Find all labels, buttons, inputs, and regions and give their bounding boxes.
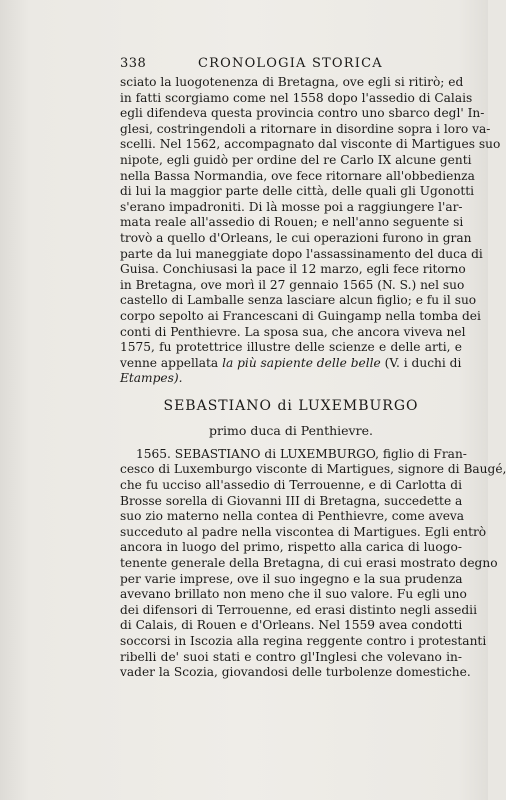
paragraph-2 bbox=[120, 446, 506, 681]
paragraph-1 bbox=[120, 75, 501, 387]
text-line: 1565. SEBASTIANO di LUXEMBURGO, figlio di Fran- bbox=[136, 446, 467, 461]
text-line: succeduto al padre nella viscontea di Martigues. Egli entrò bbox=[120, 524, 487, 539]
text-line: conti di Penthievre. La sposa sua, che ancora viveva nel bbox=[120, 324, 466, 339]
spacer bbox=[120, 439, 462, 447]
section-subtitle: primo duca di Penthievre. bbox=[209, 422, 373, 438]
text-line: corpo sepolto ai Francescani di Guingamp nella tomba dei bbox=[120, 308, 481, 323]
text-line: di lui la maggior parte delle città, delle quali gli Ugonotti bbox=[120, 184, 475, 199]
text-run: venne appellata bbox=[120, 355, 223, 370]
text-line: scelli. Nel 1562, accompagnato dal visconte di Martigues suo bbox=[120, 137, 501, 152]
section-title: SEBASTIANO di LUXEMBURGO bbox=[163, 397, 419, 414]
italic-phrase: la più sapiente delle belle bbox=[222, 355, 381, 370]
page-header bbox=[120, 56, 470, 72]
text-line: s'erano impadroniti. Di là mosse poi a raggiungere l'ar- bbox=[120, 199, 463, 214]
text-line: parte da lui maneggiate dopo l'assassinamento del duca di bbox=[120, 246, 483, 261]
page-number: 338 bbox=[120, 56, 147, 71]
page-body bbox=[120, 75, 506, 681]
text-line: castello di Lamballe senza lasciare alcun figlio; e fu il suo bbox=[120, 293, 477, 308]
text-line-italic bbox=[120, 371, 462, 387]
text-line: mata reale all'assedio di Rouen; e nell'anno seguente si bbox=[120, 215, 464, 230]
text-line: cesco di Luxemburgo visconte di Martigues, signore di Baugé, bbox=[120, 462, 506, 477]
text-line: che fu ucciso all'assedio di Terrouenne, e di Carlotta di bbox=[120, 478, 462, 493]
text-line: tenente generale della Bretagna, di cui erasi mostrato degno bbox=[120, 556, 498, 571]
text-line: in fatti scorgiamo come nel 1558 dopo l'assedio di Calais bbox=[120, 90, 473, 105]
text-line: suo zio materno nella contea di Penthievre, come aveva bbox=[120, 509, 465, 524]
text-line: vader la Scozia, giovandosi delle turbolenze domestiche. bbox=[120, 665, 471, 680]
text-line: soccorsi in Iscozia alla regina reggente contro i protestanti bbox=[120, 634, 487, 648]
running-head: CRONOLOGIA STORICA bbox=[198, 56, 383, 71]
text-line: 1575, fu protettrice illustre delle scienze e delle arti, e bbox=[120, 340, 462, 355]
text-line: Brosse sorella di Giovanni III di Bretagna, succedette a bbox=[120, 493, 463, 508]
text-line: di Calais, di Rouen e d'Orleans. Nel 1559 avea condotti bbox=[120, 618, 463, 633]
text-line: ancora in luogo del primo, rispetto alla carica di luogo- bbox=[120, 540, 462, 555]
italic-phrase: Etampes). bbox=[120, 371, 183, 386]
text-line: per varie imprese, ove il suo ingegno e la sua prudenza bbox=[120, 571, 463, 586]
text-line: nella Bassa Normandia, ove fece ritornare all'obbedienza bbox=[120, 168, 475, 183]
text-line: nipote, egli guidò per ordine del re Carlo IX alcune genti bbox=[120, 152, 472, 167]
text-run: (V. i duchi di bbox=[380, 355, 462, 370]
text-line-mixed bbox=[120, 356, 462, 372]
text-line: Guisa. Conchiusasi la pace il 12 marzo, egli fece ritorno bbox=[120, 262, 466, 277]
text-line: avevano brillato non meno che il suo valore. Fu egli uno bbox=[120, 587, 467, 602]
text-line: egli difendeva questa provincia contro uno sbarco degl' In- bbox=[120, 106, 485, 121]
text-line: in Bretagna, ove morì il 27 gennaio 1565 (N. S.) nel suo bbox=[120, 277, 465, 292]
text-line: ribelli de' suoi stati e contro gl'Inglesi che volevano in- bbox=[120, 649, 462, 664]
text-line: dei difensori di Terrouenne, ed erasi distinto negli assedii bbox=[120, 602, 477, 617]
text-line: sciato la luogotenenza di Bretagna, ove egli si ritirò; ed bbox=[120, 75, 464, 89]
text-line: trovò a quello d'Orleans, le cui operazioni furono in gran bbox=[120, 230, 472, 245]
text-line: glesi, costringendoli a ritornare in disordine sopra i loro va- bbox=[120, 121, 491, 136]
